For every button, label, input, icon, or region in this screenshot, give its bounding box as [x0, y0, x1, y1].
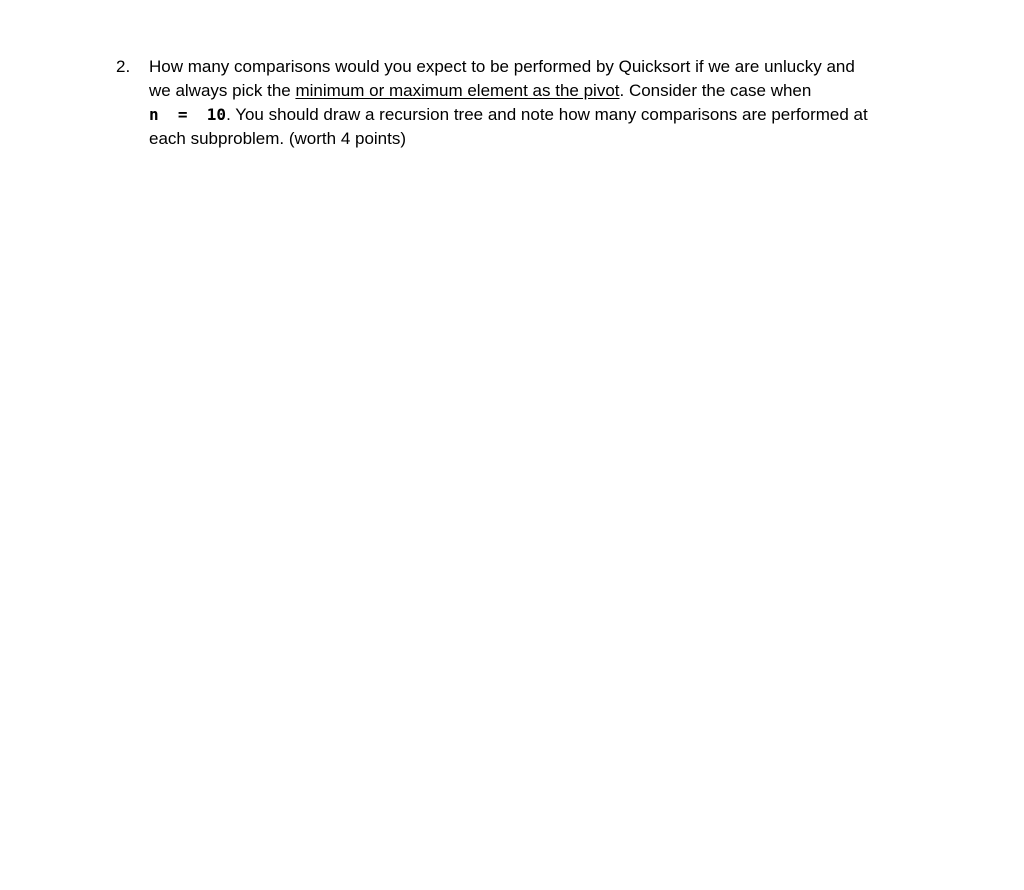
question-line-2 — [149, 79, 916, 103]
question-line-4: each subproblem. (worth 4 points) — [149, 129, 407, 148]
question-line-3-end: . You should draw a recursion tree and note how many comparisons are performed at — [226, 105, 868, 124]
question-2 — [116, 55, 916, 151]
question-line-3 — [149, 103, 916, 127]
underlined-phrase: minimum or maximum element as the pivot — [295, 81, 620, 100]
question-number: 2. — [116, 57, 131, 76]
code-n-equals-10: n = 10 — [149, 105, 227, 124]
question-line-1: How many comparisons would you expect to be performed by Quicksort if we are unlucky and — [149, 57, 855, 76]
question-line-2-start: we always pick the — [149, 81, 296, 100]
question-text — [149, 55, 916, 151]
question-line-2-end: . Consider the case when — [619, 81, 812, 100]
